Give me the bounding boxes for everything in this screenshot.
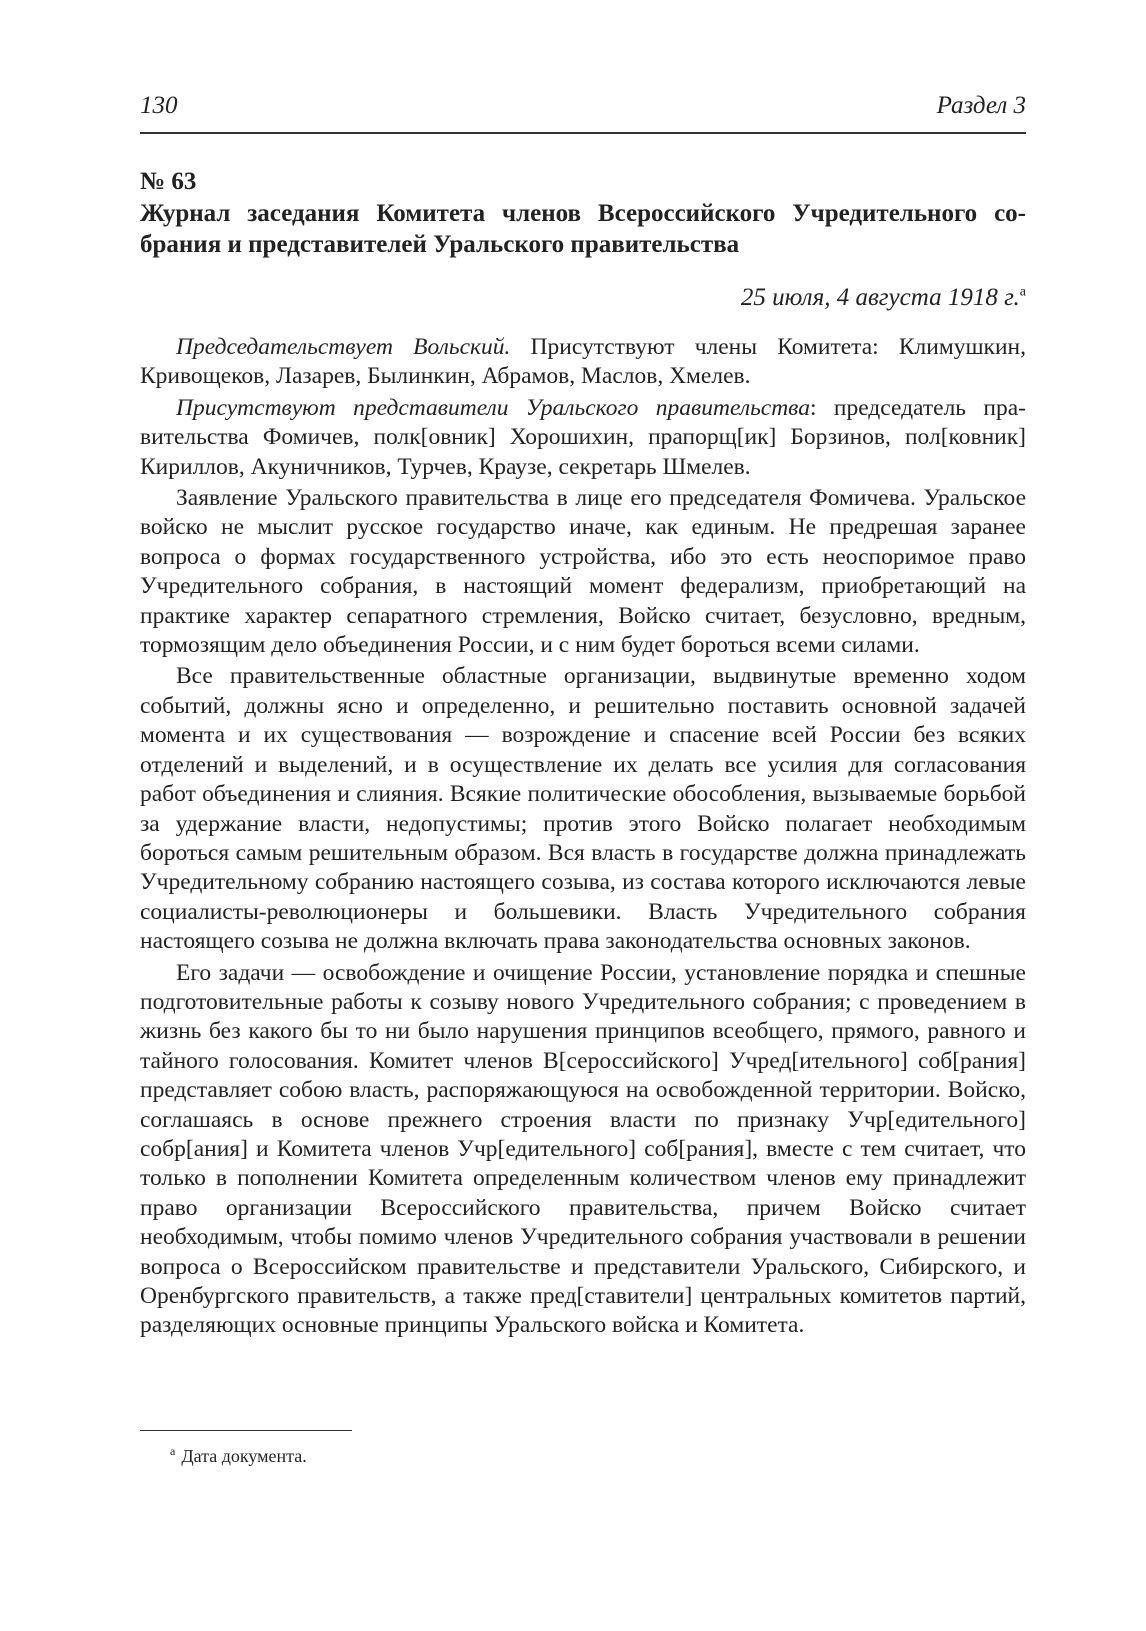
paragraph-statement: Заявление Уральского правительства в лице его председателя Фомичева. Уральское войско не мыслит русское государство иначе, как единым. Не предрешая заранее вопроса о формах государственного устройства, ибо это есть неоспоримое право Учредительного собрания, в настоящий момент федерализм, приобретающий на практике характер сепаратного стремления, Войско считает, безусловно, вредным, тормозящим дело объединения России, и с ним будет бороться всеми силами. [140, 485, 1026, 659]
paragraph-organizations: Все правительственные областные организации, выдвинутые временно ходом событий, должны ясно и определенно, и решительно поставить основной задачей момента и их существования — возрождение и спасение всей России без всяких отделений и выделений, и в осуществление их делать все усилия для согласования работ объединения и слияния. Всякие политические обособления, вызываемые борьбой за удержание власти, недопустимы; против этого Войско полагает необходимым бороться самым решительным образом. Вся власть в государстве должна принадлежать Учредительному собранию настоящего созыва, из состава которого исключаются левые социалисты-революционеры и большевики. Власть Учредительного собрания настоящего созыва не должна включать права законодательства основных законов. [140, 663, 1026, 955]
document-title: Журнал заседания Комитета членов Всероссийского Учредительного собрания и представителей Уральского правительства [140, 200, 1026, 258]
paragraph-tasks: Его задачи — освобождение и очищение России, установление порядка и спешные подготовительные работы к созыву нового Учредительного собрания; с проведением в жизнь без какого бы то ни было нарушения принципов всеобщего, прямого, равного и тайного голосования. Комитет членов В[сероссийского] Учред[ительного] соб[рания] представляет собою власть, распоряжающуюся на освобожденной территории. Войско, соглашаясь в основе прежнего строения власти по признаку Учр[едительного] собр[ания] и Комитета членов Учр[едительного] соб[рания], вместе с тем считает, что только в пополнении Комитета определенным количеством членов ему принадлежит право организации Всероссийского правительства, причем Войско считает необходимым, чтобы помимо членов Учредительного собрания участвовали в решении вопроса о Всероссийском правительстве и представители Уральского, Сибирского, и Оренбургского правительств, а также пред[ставители] центральных комитетов партий, разделяющих основные принципы Уральского войска и Комитета. [140, 959, 1026, 1339]
section-title: Раздел 3 [936, 92, 1026, 119]
footnote-mark: а [170, 1444, 176, 1458]
document-body [140, 333, 1026, 1343]
paragraph-chair-text: Присутствуют члены Комитета: Климушкин, Кривощеков, Лазарев, Былинкин, Абрамов, Маслов, Хмелев. [140, 334, 1026, 390]
paragraph-representatives-text: : председатель правительства Фомичев, полк[овник] Хорошихин, прапорщ[ик] Борзинов, пол[ковник] Кириллов, Акуничников, Турчев, Краузе, секретарь Шмелев. [140, 394, 1026, 480]
footnote-text: Дата документа. [181, 1446, 307, 1466]
date-footnote-mark: а [1019, 284, 1026, 300]
footnote-divider [140, 1430, 352, 1431]
paragraph-chair-italic: Председательствует Вольский. [176, 334, 511, 360]
paragraph-chair [140, 333, 1026, 392]
date-text: 25 июля, 4 августа 1918 г. [740, 284, 1020, 311]
footnote [170, 1444, 307, 1467]
document-date [741, 284, 1026, 312]
paragraph-representatives-italic: Присутствуют представители Уральского правительства [176, 394, 810, 421]
page-number: 130 [140, 92, 178, 119]
paragraph-representatives [140, 394, 1026, 482]
document-number: № 63 [140, 168, 197, 195]
running-header [140, 92, 1026, 134]
